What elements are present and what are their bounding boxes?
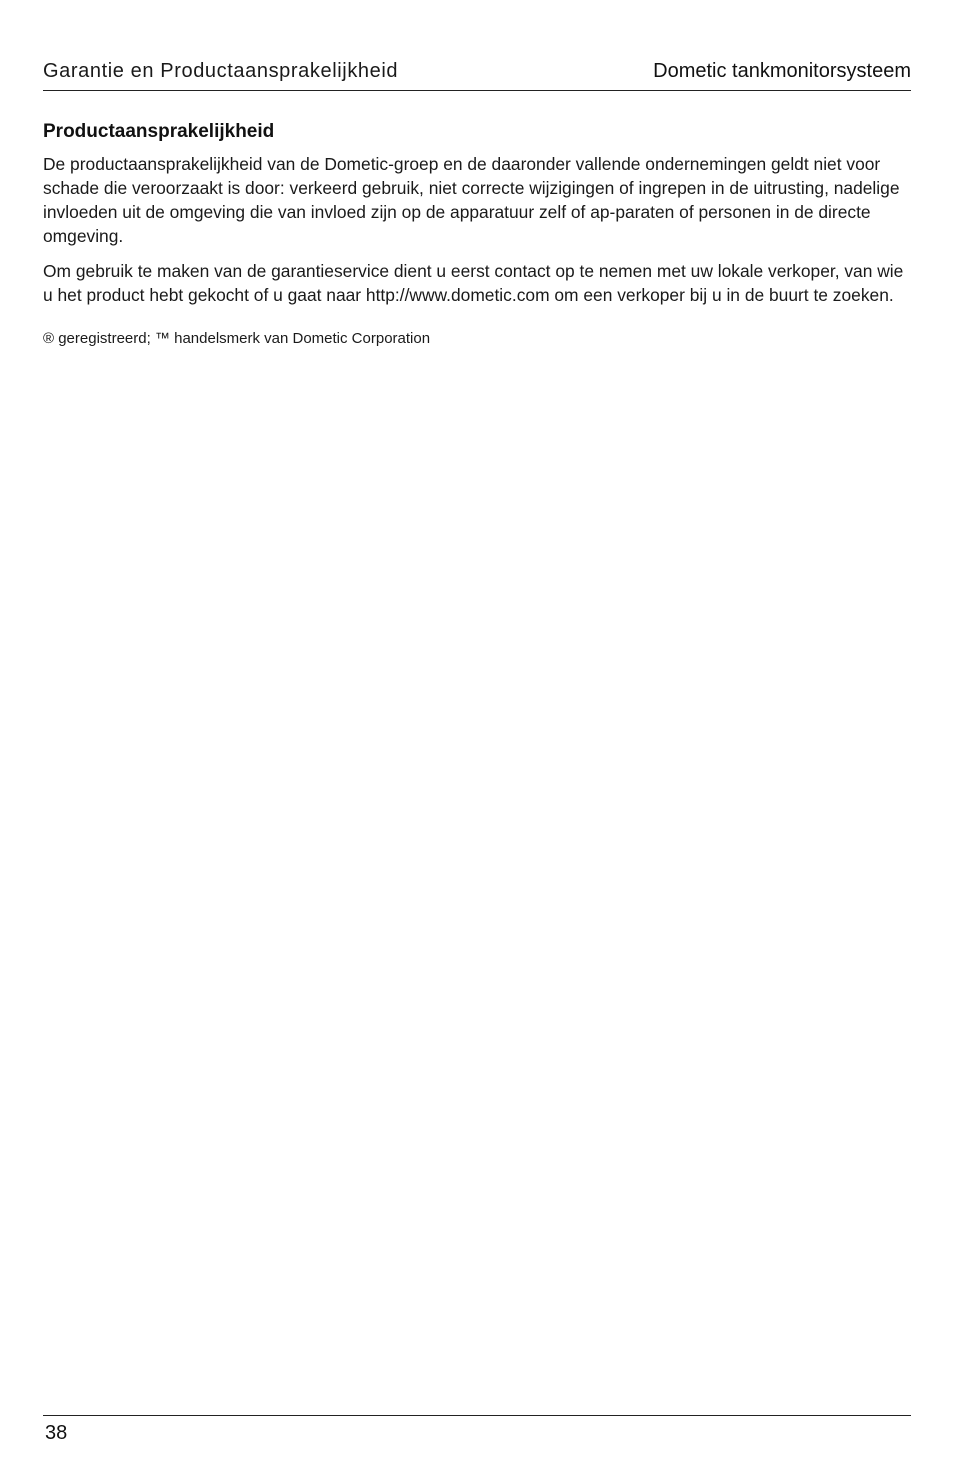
product-title: Dometic tankmonitorsysteem	[653, 60, 911, 82]
trademark-footnote: ® geregistreerd; ™ handelsmerk van Dometic Corporation	[43, 330, 431, 347]
page-header	[43, 58, 911, 91]
page-number: 38	[45, 1422, 68, 1444]
page-footer	[43, 1415, 911, 1444]
paragraph-liability: De productaansprakelijkheid van de Dometic-groep en de daaronder vallende ondernemingen geldt niet voor schade die veroorzaakt is door: verkeerd gebruik, niet correcte wijzigingen of ingrepen in de uitrusting, nadelige invloeden uit de omgeving die van invloed zijn op de apparatuur zelf of ap-paraten of personen in de directe omgeving.	[43, 154, 900, 246]
main-content	[43, 119, 911, 349]
section-heading: Productaansprakelijkheid	[43, 121, 275, 142]
section-title: Garantie en Productaansprakelijkheid	[43, 60, 399, 82]
paragraph-warranty-service: Om gebruik te maken van de garantieservice dient u eerst contact op te nemen met uw lokale verkoper, van wie u het product hebt gekocht of u gaat naar http://www.dometic.com om een verkoper bij u in de buurt te zoeken.	[43, 261, 904, 305]
